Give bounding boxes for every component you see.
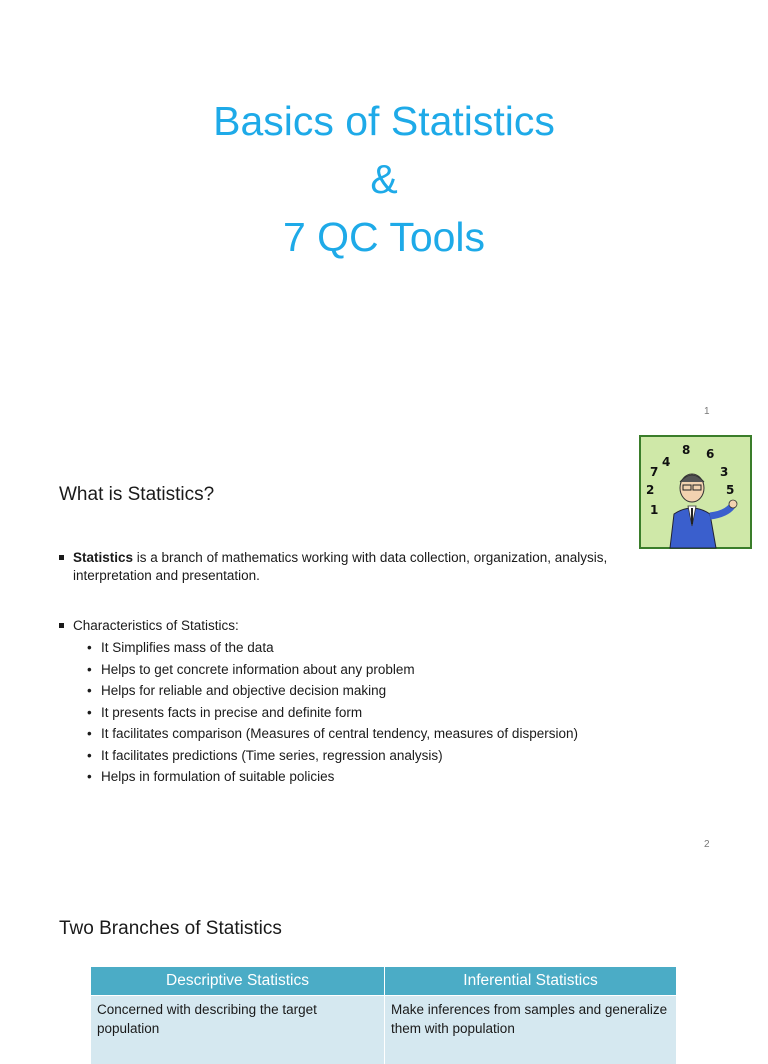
cartoon-number: 8 [682, 443, 690, 457]
statistics-bullets [59, 549, 679, 788]
page-number-2: 2 [704, 839, 710, 850]
square-bullet-icon [59, 555, 64, 560]
list-item-text: It presents facts in precise and definite form [101, 705, 362, 720]
round-bullet-icon: • [87, 702, 92, 724]
branches-table [91, 967, 677, 1064]
cartoon-number: 5 [726, 483, 734, 497]
title-line-3: 7 QC Tools [0, 208, 768, 266]
list-item-text: Helps in formulation of suitable policies [101, 769, 334, 784]
list-item-text: It Simplifies mass of the data [101, 640, 274, 655]
cartoon-number: 7 [650, 465, 658, 479]
list-item [87, 723, 679, 745]
round-bullet-icon: • [87, 745, 92, 767]
cartoon-number: 2 [646, 483, 654, 497]
title-line-1: Basics of Statistics [0, 92, 768, 150]
table-row [91, 996, 677, 1064]
round-bullet-icon: • [87, 637, 92, 659]
table-cell: Concerned with describing the target population [91, 996, 385, 1064]
list-item [87, 745, 679, 767]
cover-title [0, 92, 768, 266]
table-header-inferential: Inferential Statistics [385, 967, 677, 996]
list-item-text: Helps for reliable and objective decision making [101, 683, 386, 698]
bullet-term: Statistics [73, 550, 133, 565]
list-item [87, 680, 679, 702]
list-item [87, 702, 679, 724]
bullet-definition-text: is a branch of mathematics working with data collection, organization, analysis, interpretation and presentation. [73, 550, 607, 583]
table-cell: Make inferences from samples and generalize them with population [385, 996, 677, 1064]
bullet-characteristics-text: Characteristics of Statistics: [73, 618, 239, 633]
square-bullet-icon [59, 623, 64, 628]
list-item-text: It facilitates predictions (Time series, regression analysis) [101, 748, 443, 763]
table-header-row [91, 967, 677, 996]
list-item [87, 637, 679, 659]
slide2-title: What is Statistics? [59, 484, 214, 506]
table-header-descriptive: Descriptive Statistics [91, 967, 385, 996]
cartoon-number: 3 [720, 465, 728, 479]
round-bullet-icon: • [87, 723, 92, 745]
cartoon-number: 4 [662, 455, 670, 469]
list-item [87, 766, 679, 788]
slide3-title: Two Branches of Statistics [59, 918, 282, 940]
cartoon-number: 1 [650, 503, 658, 517]
round-bullet-icon: • [87, 659, 92, 681]
title-line-2: & [0, 150, 768, 208]
list-item [87, 659, 679, 681]
bullet-definition [59, 549, 679, 585]
round-bullet-icon: • [87, 766, 92, 788]
page-number-1: 1 [704, 406, 710, 417]
bullet-characteristics [59, 617, 679, 635]
characteristics-list [59, 637, 679, 788]
statistician-cartoon-image [640, 436, 751, 548]
cartoon-number: 6 [706, 447, 714, 461]
list-item-text: Helps to get concrete information about any problem [101, 662, 415, 677]
round-bullet-icon: • [87, 680, 92, 702]
list-item-text: It facilitates comparison (Measures of central tendency, measures of dispersion) [101, 726, 578, 741]
